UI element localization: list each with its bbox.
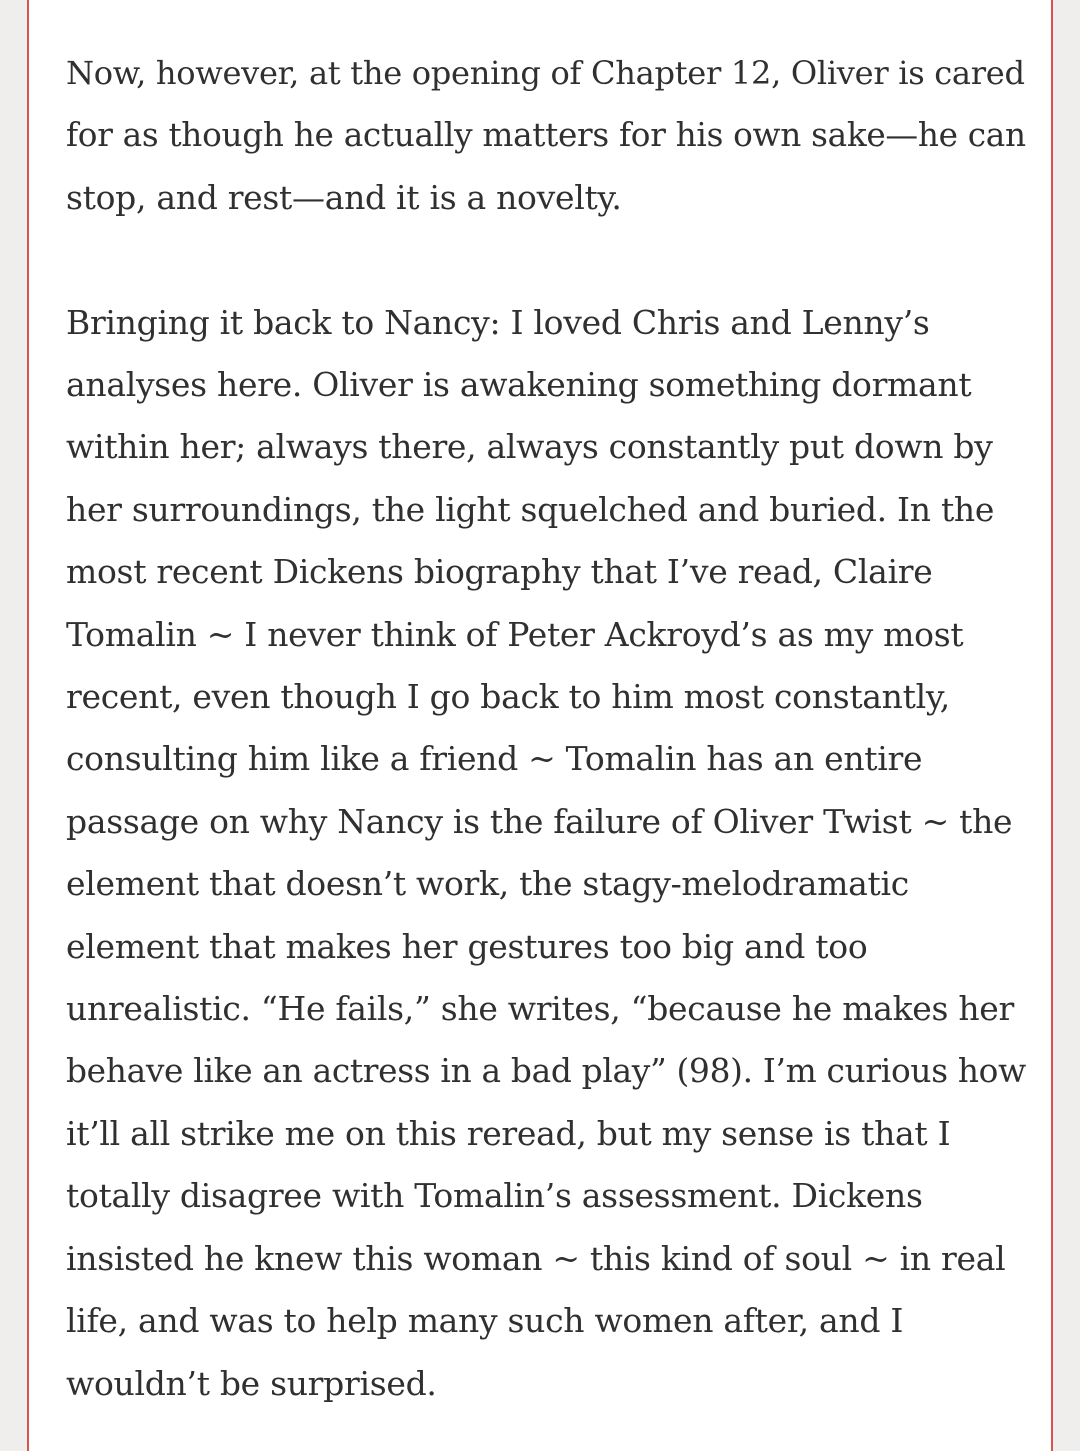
text-line: element that doesn’t work, the stagy-melodramatic <box>66 864 909 904</box>
text-line: for as though he actually matters for his own sake—he can <box>66 116 1026 155</box>
text-line: passage on why Nancy is the failure of Oliver Twist ~ the <box>66 801 1013 841</box>
text-line: her surroundings, the light squelched and buried. In the <box>66 489 995 529</box>
paragraph-1 <box>66 42 1026 229</box>
text-line: consulting him like a friend ~ Tomalin has an entire <box>66 739 923 779</box>
text-line: life, and was to help many such women after, and I <box>66 1301 904 1341</box>
text-line: Now, however, at the opening of Chapter 12, Oliver is cared <box>66 54 1025 92</box>
text-line: within her; always there, always constantly put down by <box>66 427 993 467</box>
text-line: unrealistic. “He fails,” she writes, “because he makes her <box>66 989 1014 1029</box>
text-line: insisted he knew this woman ~ this kind of soul ~ in real <box>66 1238 1006 1278</box>
text-line: behave like an actress in a bad play” (98). I’m curious how <box>66 1052 1026 1091</box>
text-line: stop, and rest—and it is a novelty. <box>66 177 622 217</box>
text-line: Tomalin ~ I never think of Peter Ackroyd’s as my most <box>66 614 964 654</box>
text-line: most recent Dickens biography that I’ve read, Claire <box>66 552 933 592</box>
text-line: element that makes her gestures too big and too <box>66 926 868 966</box>
article-page <box>27 0 1053 1451</box>
article-body <box>66 42 1026 1415</box>
text-line: totally disagree with Tomalin’s assessment. Dickens <box>66 1176 923 1216</box>
paragraph-2 <box>66 292 1026 1415</box>
text-line: recent, even though I go back to him most constantly, <box>66 677 950 717</box>
text-line: it’ll all strike me on this reread, but my sense is that I <box>66 1113 951 1153</box>
text-line: Bringing it back to Nancy: I loved Chris and Lenny’s <box>66 302 930 342</box>
text-line: analyses here. Oliver is awakening something dormant <box>66 365 972 405</box>
text-line: wouldn’t be surprised. <box>66 1363 437 1403</box>
